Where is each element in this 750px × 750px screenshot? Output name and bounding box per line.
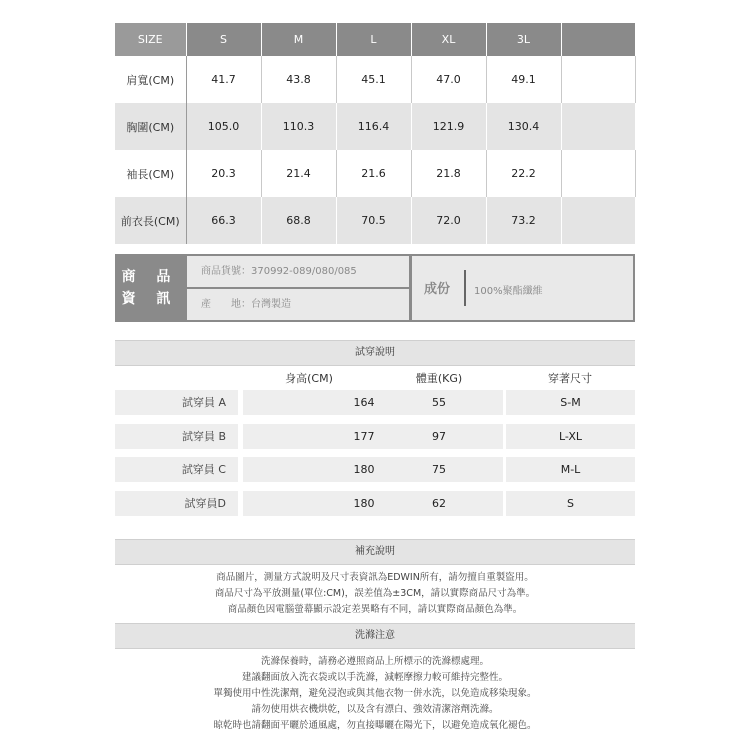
size-header-xl: XL: [411, 23, 486, 56]
size-cell: 110.3: [261, 103, 336, 150]
try-on-height: 164: [243, 390, 485, 415]
size-cell: 73.2: [486, 197, 561, 244]
try-on-size: M-L: [506, 457, 635, 482]
try-on-weight: 55: [375, 390, 503, 415]
size-cell: 47.0: [411, 56, 486, 103]
size-cell: [561, 56, 635, 103]
size-cell: [561, 150, 635, 197]
size-cell: 21.8: [411, 150, 486, 197]
try-on-weight: 75: [375, 457, 503, 482]
size-header-m: M: [261, 23, 336, 56]
washing-line: 單獨使用中性洗潔劑，避免浸泡或與其他衣物一併水洗，以免造成移染現象。: [213, 688, 537, 699]
size-cell: 21.4: [261, 150, 336, 197]
size-cell: 105.0: [186, 103, 261, 150]
washing-line: 晾乾時也請翻面平曬於通風處，勿直接曝曬在陽光下，以避免造成氧化褪色。: [213, 720, 537, 731]
try-on-size: L-XL: [506, 424, 635, 449]
material-box: [412, 256, 633, 320]
product-origin: 產 地：台灣製造: [187, 289, 409, 320]
size-header-3l: 3L: [486, 23, 561, 56]
try-on-name: 試穿員D: [115, 491, 238, 516]
try-on-row: [115, 491, 635, 516]
size-header-row: [115, 23, 635, 56]
size-cell: 41.7: [186, 56, 261, 103]
try-on-height: 180: [243, 491, 485, 516]
row-label-sleeve: 袖長(CM): [115, 150, 186, 197]
washing-title: 洗滌注意: [115, 623, 635, 649]
try-on-col-height: 身高(CM): [285, 372, 333, 385]
try-on-row: [115, 424, 635, 449]
size-header-l: L: [336, 23, 411, 56]
size-row-sleeve: [115, 150, 635, 197]
size-header-empty: [561, 23, 635, 56]
try-on-weight: 97: [375, 424, 503, 449]
try-on-height: 177: [243, 424, 485, 449]
washing-notes: [115, 654, 635, 734]
product-sku: 商品貨號：370992-089/080/085: [187, 256, 409, 287]
size-cell: 43.8: [261, 56, 336, 103]
size-header-s: S: [186, 23, 261, 56]
product-info-panel: [115, 254, 635, 322]
size-cell: 22.2: [486, 150, 561, 197]
washing-line: 洗滌保養時，請務必遵照商品上所標示的洗滌標處理。: [260, 656, 489, 667]
size-cell: 70.5: [336, 197, 411, 244]
try-on-row: [115, 390, 635, 415]
material-divider: [464, 270, 466, 306]
row-label-chest: 胸圍(CM): [115, 103, 186, 150]
size-cell: [561, 197, 635, 244]
size-header-label: SIZE: [115, 23, 186, 56]
try-on-size: S-M: [506, 390, 635, 415]
size-cell: 68.8: [261, 197, 336, 244]
size-cell: 21.6: [336, 150, 411, 197]
size-cell: [561, 103, 635, 150]
supplement-title: 補充說明: [115, 539, 635, 565]
size-cell: 20.3: [186, 150, 261, 197]
size-row-length: [115, 197, 635, 244]
size-cell: 49.1: [486, 56, 561, 103]
size-cell: 45.1: [336, 56, 411, 103]
material-label: 成份: [424, 282, 451, 297]
try-on-name: 試穿員 B: [115, 424, 238, 449]
try-on-title: 試穿說明: [115, 340, 635, 366]
product-info-title-line1: 商 品: [121, 269, 179, 285]
size-cell: 66.3: [186, 197, 261, 244]
size-cell: 116.4: [336, 103, 411, 150]
supplement-notes: [115, 570, 635, 618]
supplement-line: 商品尺寸為平放測量(單位:CM)，誤差值為±3CM，請以實際商品尺寸為準。: [214, 588, 536, 599]
try-on-row: [115, 457, 635, 482]
size-cell: 121.9: [411, 103, 486, 150]
try-on-name: 試穿員 A: [115, 390, 238, 415]
product-info-title-line2: 資 訊: [121, 291, 179, 307]
size-row-chest: [115, 103, 635, 150]
washing-line: 請勿使用烘衣機烘乾，以及含有漂白、強效清潔溶劑洗滌。: [251, 704, 499, 715]
product-info-title: [115, 254, 185, 322]
try-on-weight: 62: [375, 491, 503, 516]
row-label-length: 前衣長(CM): [115, 197, 186, 244]
try-on-size: S: [506, 491, 635, 516]
material-value: 100%聚酯纖維: [474, 286, 543, 297]
supplement-line: 商品圖片，測量方式說明及尺寸表資訊為EDWIN所有，請勿擅自重製盜用。: [216, 572, 534, 583]
size-row-shoulder: [115, 56, 635, 103]
supplement-line: 商品顏色因電腦螢幕顯示設定差異略有不同，請以實際商品顏色為準。: [227, 604, 523, 615]
washing-line: 建議翻面放入洗衣袋或以手洗滌，減輕摩擦力較可維持完整性。: [241, 672, 508, 683]
size-cell: 72.0: [411, 197, 486, 244]
try-on-height: 180: [243, 457, 485, 482]
row-label-shoulder: 肩寬(CM): [115, 56, 186, 103]
try-on-name: 試穿員 C: [115, 457, 238, 482]
size-cell: 130.4: [486, 103, 561, 150]
size-table: [115, 23, 636, 244]
try-on-col-size: 穿著尺寸: [548, 372, 592, 385]
try-on-col-weight: 體重(KG): [415, 372, 463, 385]
product-info-details: [187, 256, 409, 320]
